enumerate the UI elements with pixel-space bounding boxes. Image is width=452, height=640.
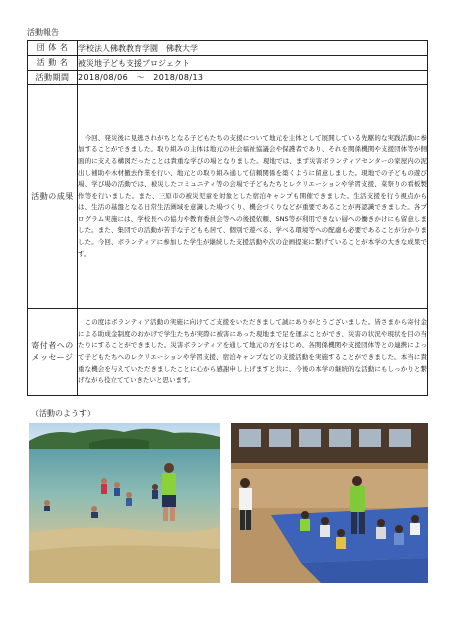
beach-photo <box>29 423 220 583</box>
activity-label: 活 動 名 <box>28 56 78 71</box>
period-value: 2018/08/06 ～ 2018/08/13 <box>78 71 428 85</box>
report-table <box>27 40 428 396</box>
gym-photo <box>231 423 428 583</box>
period-label: 活動期間 <box>28 71 78 85</box>
message-text: この度はボランティア活動の実施に向けてご支援をいただきまして誠にありがとうございました。皆さまから寄付金による助成金制度のおかげで学生たちが実際に被害にあった現地まで足を運ぶことができ、災害の状況や現状を目の当たりにすることができました。災害ボランティアを通して地元の方をはじめ、各関係機関や支援団体等との連携によって子どもたちへのレクリエーションや学習支援、宿泊キャンプなどの支援活動を実施することができました。本当に貴重な機会を与えていただきましたことに心から感謝申し上げますと共に、今後の本学の継続的な活動にもしっかりと繋げながら役立てていきたいと思います。 <box>78 309 428 396</box>
results-label: 活動の成果 <box>28 85 78 309</box>
activity-value: 被災地子ども支援プロジェクト <box>78 56 428 71</box>
org-value: 学校法人佛教教育学園 佛教大学 <box>78 41 428 56</box>
results-text: 今回、発災後に見逃されがちとなる子どもたちの支援について地元を主体として展開している先駆的な実践活動に参加することができました。取り組みの主体は地元の社会福祉協議会や保護者であり、それを関係機関や支援団体等が側面的に支える構図だったことは貴重な学びの場となりました。現地では、まず災害ボランティアセンターの家屋内の泥出し補助や木材撤去作業を行い、地元との取り組み通して信頼関係を築くように留意しました。現地での子どもの遊び場、学び場の活動では、被災したコミュニティ等の会場で子どもたちとレクリエーションや学習支援、菜祭りの看板製作等を行いました。また、三原市の被災児童を対象とした宿泊キャンプも開催できました。生活支援を行う視点からは、生活の基盤となる日常生活圏域を意識した場づくり、機会づくりなどが重要であることが再認識できました。各プログラム実施には、学校長への協力や教育委員会等への後援依頼、SNS等が利用できない層への働きかけにも留意しました。また、集団での活動が苦手な子どもも居て、個別で遊べる、学べる環境等への配慮も必要であることが分かりました。今回、ボランティアに参加した学生が継続した支援活動や次の企画提案に繋げていることが本学の大きな成果です。 <box>78 85 428 309</box>
org-label: 団 体 名 <box>28 41 78 56</box>
report-heading: 活動報告 <box>27 28 59 37</box>
message-label: 寄付者への メッセージ <box>28 309 78 396</box>
photos-caption: （活動のようす） <box>31 409 95 418</box>
